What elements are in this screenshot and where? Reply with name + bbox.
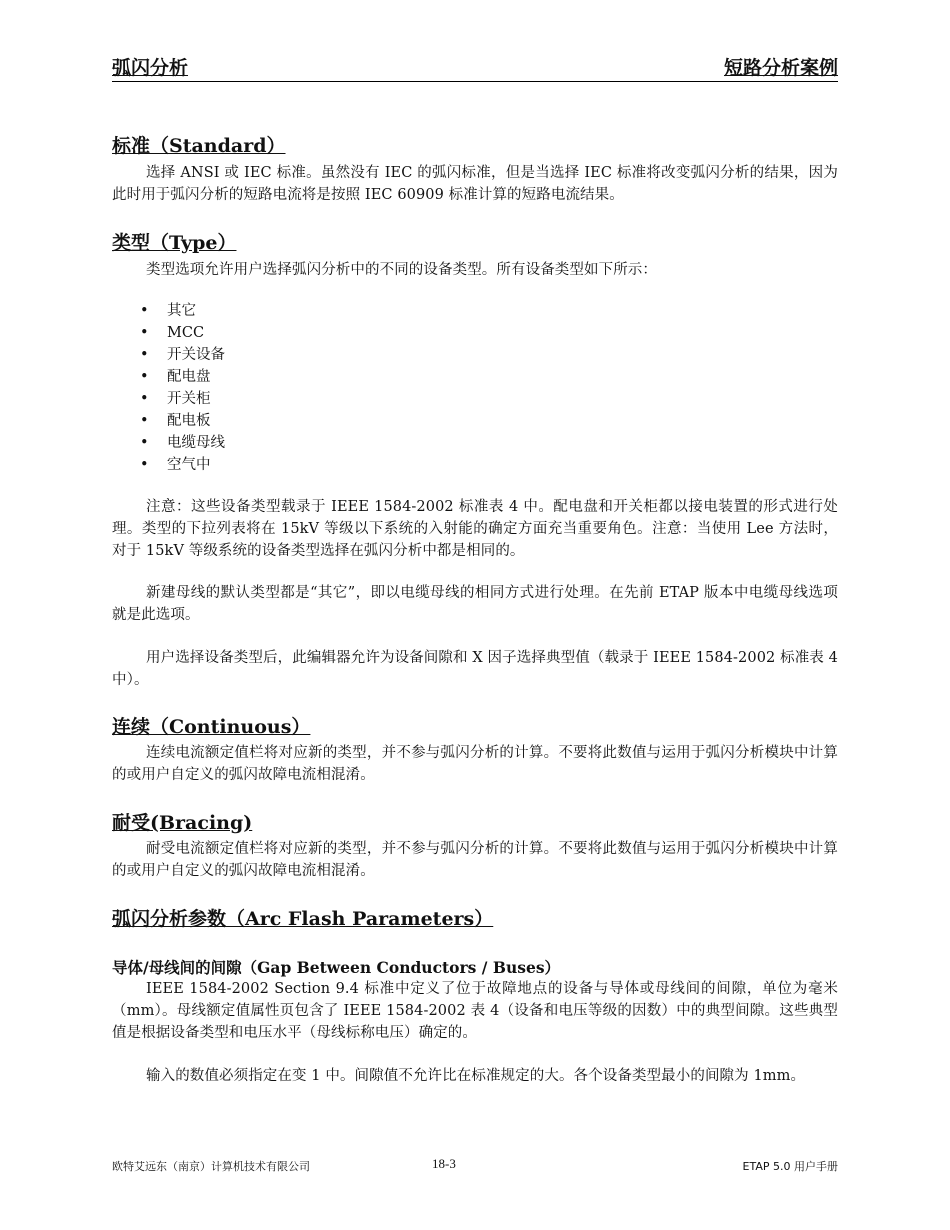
- paragraph-bracing: 耐受电流额定值栏将对应新的类型，并不参与弧闪分析的计算。不要将此数值与运用于弧闪分析模块中计算的或用户自定义的弧闪故障电流相混淆。: [112, 841, 838, 879]
- paragraph-type-intro: 类型选项允许用户选择弧闪分析中的不同的设备类型。所有设备类型如下所示：: [146, 262, 657, 278]
- list-item: • MCC: [140, 322, 225, 344]
- paragraph-gap-definition: IEEE 1584-2002 Section 9.4 标准中定义了位于故障地点的设备与导体或母线间的间隙，单位为毫米（mm）。母线额定值属性页包含了 IEEE 1584-2002 表 4（设备和电压等级的因数）中的典型间隙。这些典型值是根据设备类型和电压水平（母线标称电压）确定的。: [112, 981, 838, 1041]
- header-chapter-title: 弧闪分析: [112, 57, 189, 79]
- paragraph-continuous: 连续电流额定值栏将对应新的类型，并不参与弧闪分析的计算。不要将此数值与运用于弧闪分析模块中计算的或用户自定义的弧闪故障电流相混淆。: [112, 745, 838, 783]
- device-type-list: [140, 300, 225, 476]
- list-item: • 配电盘: [140, 366, 225, 388]
- list-item: • 配电板: [140, 410, 225, 432]
- heading-gap-between-conductors: 导体/母线间的间隙（Gap Between Conductors / Buses）: [112, 958, 561, 977]
- list-item: • 其它: [140, 300, 225, 322]
- footer-manual-title: ETAP 5.0 用户手册: [742, 1160, 838, 1173]
- heading-bracing: 耐受(Bracing): [112, 812, 253, 834]
- list-item: • 空气中: [140, 454, 225, 476]
- heading-type: 类型（Type）: [112, 232, 237, 254]
- footer-page-number: 18-3: [432, 1156, 456, 1171]
- paragraph-type-note: 注意：这些设备类型载录于 IEEE 1584-2002 标准表 4 中。配电盘和开关柜都以接电装置的形式进行处理。类型的下拉列表将在 15kV 等级以下系统的入射能的确定方面充当重要角色。注意：当使用 Lee 方法时，对于 15kV 等级系统的设备类型选择在弧闪分析中都是相同的。: [112, 499, 838, 559]
- paragraph-standard: 选择 ANSI 或 IEC 标准。虽然没有 IEC 的弧闪标准，但是当选择 IEC 标准将改变弧闪分析的结果，因为此时用于弧闪分析的短路电流将是按照 IEC 60909 标准计算的短路电流结果。: [112, 165, 838, 203]
- list-item: • 开关柜: [140, 388, 225, 410]
- heading-continuous: 连续（Continuous）: [112, 716, 311, 738]
- page-header: [112, 57, 838, 82]
- heading-standard: 标准（Standard）: [112, 135, 286, 157]
- paragraph-gap-input: 输入的数值必须指定在变 1 中。间隙值不允许比在标准规定的大。各个设备类型最小的间隙为 1mm。: [146, 1068, 806, 1084]
- list-item: • 开关设备: [140, 344, 225, 366]
- footer-company: 欧特艾远东（南京）计算机技术有限公司: [112, 1160, 310, 1173]
- list-item: • 电缆母线: [140, 432, 225, 454]
- paragraph-type-typical: 用户选择设备类型后，此编辑器允许为设备间隙和 X 因子选择典型值（载录于 IEEE 1584-2002 标准表 4 中）。: [112, 650, 838, 688]
- paragraph-type-default: 新建母线的默认类型都是“其它”，即以电缆母线的相同方式进行处理。在先前 ETAP 版本中电缆母线选项就是此选项。: [112, 585, 838, 623]
- heading-arc-flash-parameters: 弧闪分析参数（Arc Flash Parameters）: [112, 908, 494, 930]
- header-section-title: 短路分析案例: [723, 57, 838, 79]
